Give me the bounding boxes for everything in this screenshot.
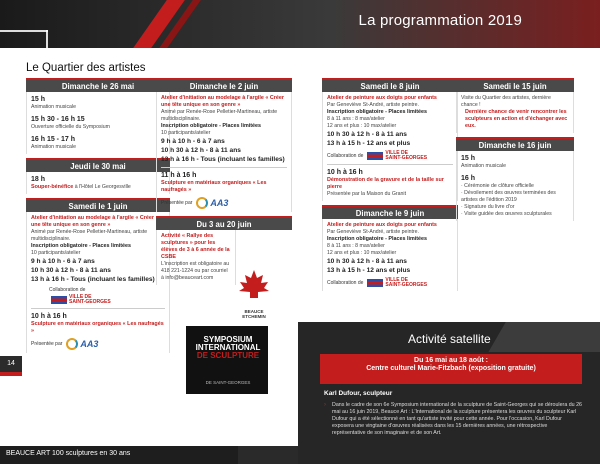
event-time: 15 h [31, 96, 46, 103]
event-desc: 12 ans et plus : 10 max/atelier [327, 250, 397, 256]
day-block [26, 172, 170, 194]
day-header: Samedi le 15 juin [456, 78, 574, 92]
list-item: · Cérémonie de clôture officielle [461, 183, 534, 189]
day-block [156, 92, 292, 212]
page-footer [0, 446, 298, 464]
page-header [0, 0, 600, 48]
day-header: Dimanche le 26 mai [26, 78, 170, 92]
event-title: Sculpture en matériaux organiques « Les naufragés » [161, 180, 267, 193]
presenter-logo-row [31, 338, 165, 350]
event-title: Atelier de peinture aux doigts pour enfants [327, 95, 437, 101]
list-item: · Visite guidée des œuvres sculpturales [461, 211, 552, 217]
event-title: Atelier de peinture aux doigts pour enfants [327, 222, 437, 228]
day-header: Dimanche le 2 juin [156, 78, 292, 92]
event-note: Inscription obligatoire - Places limitées [31, 243, 132, 249]
event-title: Démonstration de la gravure et de la taille sur pierre [327, 177, 444, 190]
collaboration-logo-row [31, 287, 165, 293]
event-time: 15 h 30 - 16 h 15 [31, 116, 85, 123]
panel-decoration [488, 322, 600, 352]
column-3 [322, 78, 458, 291]
session-time: 10 h 30 à 12 h - 8 à 11 ans [327, 258, 407, 265]
event-desc: Animé par Renée-Rose Pelletier-Martineau, artiste multidisciplinaire. [161, 109, 278, 122]
day-header: Samedi le 1 juin [26, 198, 170, 212]
ville-saint-georges-logo: VILLE DE SAINT-GEORGES [51, 295, 165, 305]
event-time: 16 h [461, 175, 476, 182]
event-time: 10 h à 16 h [31, 313, 67, 320]
day-block [156, 230, 236, 285]
event-title: Sculpture en matériaux organiques « Les naufragés » [31, 321, 164, 334]
event-note: Inscription obligatoire - Places limitées [327, 109, 428, 115]
session-time: 13 h à 15 h - 12 ans et plus [327, 140, 411, 147]
presenter-logo-row [161, 197, 287, 209]
session-time: 10 h 30 à 12 h - 8 à 11 ans [31, 267, 111, 274]
bullet-arrow-icon: › [324, 402, 326, 408]
event-title: Atelier d'initiation au modelage à l'argile « Créer une tête unique en son genre » [31, 215, 154, 228]
event-desc: L'inscription est obligatoire au 418 221-1224 ou par courriel à info@beauceart.com [161, 261, 230, 281]
event-title: Activité « Rallye des sculptures » pour les élèves de 3 à 6 année de la CSBE [161, 233, 230, 260]
event-desc: Animation musicale [31, 104, 76, 110]
presented-by-label: Présentée par [31, 341, 63, 347]
event-desc: 12 ans et plus : 10 max/atelier [327, 123, 397, 129]
event-desc: 10 participants/atelier [31, 250, 81, 256]
event-title: Atelier d'initiation au modelage à l'argile « Créer une tête unique en son genre » [161, 95, 284, 108]
event-time: 16 h 15 - 17 h [31, 136, 75, 143]
collaboration-label: Collaboration de [49, 287, 86, 293]
event-desc: Animation musicale [461, 163, 506, 169]
day-block [26, 92, 170, 154]
day-header: Dimanche le 16 juin [456, 137, 574, 151]
session-time: 10 h 30 à 12 h - 8 à 11 ans [161, 147, 241, 154]
column-1 [26, 78, 170, 353]
event-title: Dernière chance de venir rencontrer les sculpteurs en action et d'échanger avec eux. [465, 109, 568, 129]
collaboration-logo-row [327, 151, 453, 161]
satellite-dates-banner [320, 354, 582, 384]
ville-saint-georges-logo: VILLE DE SAINT-GEORGES [367, 151, 427, 161]
session-time: 10 h 30 à 12 h - 8 à 11 ans [327, 131, 407, 138]
satellite-activity-panel [298, 322, 600, 464]
day-header: Jeudi le 30 mai [26, 158, 170, 172]
session-time: 9 h à 10 h - 6 à 7 ans [31, 258, 95, 265]
collaboration-logo-row [327, 278, 453, 288]
event-note: Inscription obligatoire - Places limitées [161, 123, 262, 129]
event-desc: 10 participants/atelier [161, 130, 211, 136]
event-desc: Visite du Quartier des artistes, dernière chance ! [461, 95, 551, 108]
list-item: · Signature du livre d'or [461, 204, 515, 210]
event-desc: Par Geneviève St-André, artiste peintre. [327, 229, 419, 235]
aa3-logo: AA3 [196, 197, 228, 209]
event-desc: Ouverture officielle du Symposium [31, 124, 110, 130]
symposium-logo: SYMPOSIUM INTERNATIONAL DE SCULPTURE DE SAINT-GEORGES [186, 326, 268, 394]
session-time: 13 h à 16 h - Tous (incluant les familles) [31, 276, 155, 283]
section-title: Le Quartier des artistes [26, 62, 146, 74]
event-time: 10 h à 16 h [327, 169, 363, 176]
presented-by-label: Présentée par [161, 200, 193, 206]
satellite-place: Centre culturel Marie-Fitzbach (exposition gratuite) [366, 365, 536, 372]
column-4 [456, 78, 574, 221]
header-decoration [0, 30, 48, 32]
day-block [456, 151, 574, 221]
satellite-date: Du 16 mai au 18 août : [414, 357, 488, 364]
day-block [322, 92, 458, 201]
day-block [322, 219, 458, 291]
day-header: Samedi le 8 juin [322, 78, 458, 92]
page-number: 14 [0, 356, 22, 372]
session-time: 13 h à 16 h - Tous (incluant les familles) [161, 156, 285, 163]
page-title: La programmation 2019 [358, 12, 522, 29]
event-desc: Présentée par la Maison du Granit [327, 191, 407, 197]
event-desc: Par Geneviève St-André, artiste peintre. [327, 102, 419, 108]
event-title: Souper-bénéfice [31, 184, 74, 190]
day-header: Du 3 au 20 juin [156, 216, 292, 230]
event-desc: Animation musicale [31, 144, 76, 150]
satellite-title: Activité satellite [408, 332, 491, 346]
footer-text: BEAUCE ART 100 sculptures en 30 ans [6, 450, 131, 457]
aa3-logo: AA3 [66, 338, 98, 350]
event-desc: 8 à 11 ans : 8 max/atelier [327, 243, 385, 249]
page-number-accent [0, 372, 22, 376]
column-2 [156, 78, 292, 285]
maple-leaf-logo: BEAUCE ETCHEMIN [234, 268, 274, 319]
event-note: Inscription obligatoire - Places limitées [327, 236, 428, 242]
list-item: · Dévoilement des œuvres terminées des artistes de l'édition 2019 [461, 190, 556, 203]
event-desc: 8 à 11 ans : 8 max/atelier [327, 116, 385, 122]
satellite-description: Dans le cadre de son 6e Symposium international de la sculpture de Saint-Georges qui se déroulera du 26 mai au 16 juin 2019, Beauce Art : L'International de la sculpture présentera les œuvres du sculpteur Karl Dufour qui a été sélectionné en tant qu'artiste invité pour cette année. Pour l'occasion, Karl Dufour exposera une vingtaine d'œuvres réalisées dans les 15 dernières années, une rétrospective représentative de son imaginaire et de son Art. [332, 402, 582, 436]
day-block [26, 212, 170, 353]
header-decoration [46, 30, 48, 48]
session-time: 13 h à 15 h - 12 ans et plus [327, 267, 411, 274]
session-time: 9 h à 10 h - 6 à 7 ans [161, 138, 225, 145]
day-header: Dimanche le 9 juin [322, 205, 458, 219]
event-desc: à l'Hôtel Le Georgesville [73, 184, 131, 190]
collaboration-label: Collaboration de [327, 153, 364, 159]
event-time: 18 h [31, 176, 46, 183]
event-desc: Animé par Renée-Rose Pelletier-Martineau, artiste multidisciplinaire. [31, 229, 148, 242]
ville-saint-georges-logo: VILLE DE SAINT-GEORGES [367, 278, 427, 288]
collaboration-label: Collaboration de [327, 280, 364, 286]
event-time: 11 h à 16 h [161, 172, 197, 179]
day-block [456, 92, 574, 133]
event-time: 15 h [461, 155, 476, 162]
satellite-artist: Karl Dufour, sculpteur [324, 390, 393, 397]
